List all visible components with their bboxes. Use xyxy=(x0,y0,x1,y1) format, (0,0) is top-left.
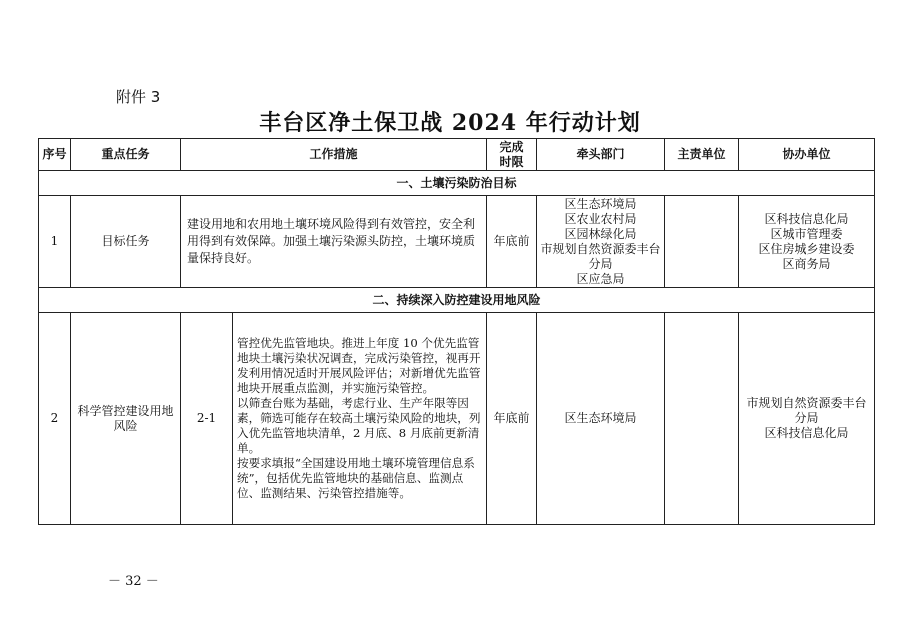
header-assist: 协办单位 xyxy=(739,139,875,171)
action-plan-table xyxy=(38,138,875,525)
section-title-2: 二、持续深入防控建设用地风险 xyxy=(39,288,875,313)
row1-responsible xyxy=(665,196,739,288)
row2-seq: 2 xyxy=(39,313,71,525)
section-title-1: 一、土壤污染防治目标 xyxy=(39,171,875,196)
page-number: － 32 － xyxy=(108,574,159,589)
row1-measures: 建设用地和农用地土壤环境风险得到有效管控，安全利用得到有效保障。加强土壤污染源头防控，土壤环境质量保持良好。 xyxy=(181,196,487,288)
table-row xyxy=(39,196,875,288)
row1-seq: 1 xyxy=(39,196,71,288)
row2-measures: 管控优先监管地块。推进上年度 10 个优先监管地块土壤污染状况调查，完成污染管控，视再开发利用情况适时开展风险评估；对新增优先监管地块开展重点监测，并实施污染管控。 以筛查台账为基础，考虑行业、生产年限等因素，筛选可能存在较高土壤污染风险的地块，列入优先监管地块清单，2 月底、8 月底前更新清单。 按要求填报“全国建设用地土壤环境管理信息系统”，包括优先监管地块的基础信息、监测点位、监测结果、污染管控措施等。 xyxy=(233,313,487,525)
header-lead: 牵头部门 xyxy=(537,139,665,171)
row2-deadline: 年底前 xyxy=(487,313,537,525)
row2-assist: 市规划自然资源委丰台分局 区科技信息化局 xyxy=(739,313,875,525)
header-task: 重点任务 xyxy=(71,139,181,171)
row1-task: 目标任务 xyxy=(71,196,181,288)
attachment-label: 附件 3 xyxy=(116,88,161,106)
row2-task: 科学管控建设用地风险 xyxy=(71,313,181,525)
row2-responsible xyxy=(665,313,739,525)
table-row xyxy=(39,313,875,525)
row2-sub: 2-1 xyxy=(181,313,233,525)
row1-lead: 区生态环境局 区农业农村局 区园林绿化局 市规划自然资源委丰台分局 区应急局 xyxy=(537,196,665,288)
header-deadline: 完成 时限 xyxy=(487,139,537,171)
row2-lead: 区生态环境局 xyxy=(537,313,665,525)
row1-deadline: 年底前 xyxy=(487,196,537,288)
section-row-2 xyxy=(39,288,875,313)
document-title: 丰台区净土保卫战 2024 年行动计划 xyxy=(259,110,641,136)
header-responsible: 主责单位 xyxy=(665,139,739,171)
header-row xyxy=(39,139,875,171)
section-row-1 xyxy=(39,171,875,196)
row1-assist: 区科技信息化局 区城市管理委 区住房城乡建设委 区商务局 xyxy=(739,196,875,288)
header-seq: 序号 xyxy=(39,139,71,171)
header-measures: 工作措施 xyxy=(181,139,487,171)
